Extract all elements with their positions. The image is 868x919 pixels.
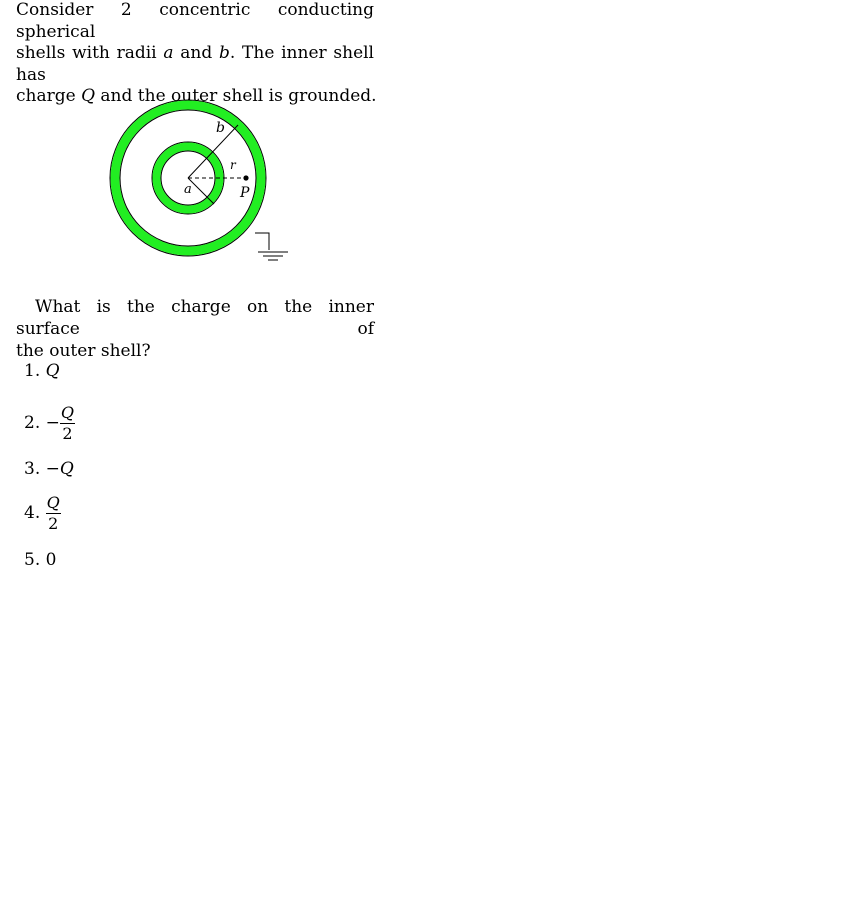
fraction-denominator: 2	[48, 514, 59, 533]
choice-number: 4.	[24, 503, 41, 523]
choice-sign: −	[45, 413, 60, 433]
choice-4[interactable]	[24, 494, 61, 533]
var-a: a	[163, 43, 174, 63]
point-p-dot	[243, 175, 248, 180]
concentric-shells-diagram	[100, 90, 300, 270]
choice-number: 2.	[24, 413, 41, 433]
choice-1[interactable]	[24, 361, 60, 381]
choice-fraction	[60, 404, 75, 443]
question-line-1: What is the charge on the inner surface of	[16, 297, 374, 339]
radius-a-line	[188, 178, 214, 204]
choice-5[interactable]	[24, 550, 56, 570]
label-p: P	[240, 185, 250, 201]
problem-line-2: shells with radii a and b. The inner shell has	[16, 43, 374, 85]
choice-3[interactable]	[24, 459, 74, 479]
choice-number: 3.	[24, 459, 41, 479]
question-text	[16, 296, 374, 362]
var-q: Q	[81, 86, 96, 106]
var-b: b	[218, 43, 230, 63]
label-a: a	[184, 182, 192, 197]
fraction-numerator: Q	[60, 403, 75, 422]
choice-number: 5.	[24, 550, 41, 570]
choice-fraction	[46, 494, 61, 533]
choice-value: −Q	[45, 459, 74, 479]
fraction-numerator: Q	[46, 493, 60, 512]
choice-2[interactable]	[24, 404, 75, 443]
ground-wire	[255, 233, 269, 250]
problem-line-3: charge Q and the outer shell is grounded.	[16, 86, 377, 106]
question-line-2: the outer shell?	[16, 341, 151, 361]
choice-number: 1.	[24, 361, 41, 381]
label-b: b	[216, 120, 225, 136]
choice-value: Q	[45, 361, 60, 381]
fraction-denominator: 2	[62, 424, 73, 443]
problem-line-1: Consider 2 concentric conducting spherical	[16, 0, 374, 42]
choice-value: 0	[45, 550, 57, 570]
label-r: r	[230, 158, 236, 172]
